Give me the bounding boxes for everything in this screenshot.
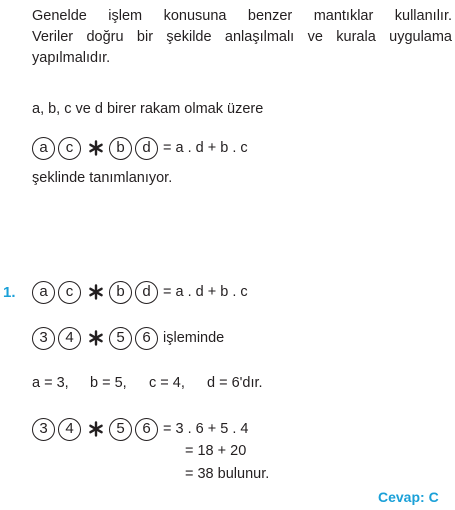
circled-number-3: 3 <box>32 327 55 350</box>
question-number <box>3 279 16 305</box>
circled-letter-b: b <box>109 137 132 160</box>
definition-rule <box>32 135 248 161</box>
solution-step-3: = 38 bulunur. <box>185 466 270 482</box>
question-number-label: 1. <box>3 283 16 301</box>
circled-letter-d: d <box>135 281 158 304</box>
circled-letter-c: c <box>58 281 81 304</box>
question-rule-rhs: = a . d + b . c <box>163 284 248 300</box>
assignment-d: d = 6'dır. <box>207 375 263 391</box>
intro-line-2: Veriler doğru bir şekilde anlaşılmalı ve kurala uygulama <box>32 29 452 45</box>
question-rule <box>32 279 248 305</box>
asterisk-operator-icon <box>86 281 106 304</box>
intro-line-1: Genelde işlem konusuna benzer mantıklar kullanılır. <box>32 8 452 24</box>
operation-label: işleminde <box>163 330 225 346</box>
circled-number-4: 4 <box>58 327 81 350</box>
circled-letter-a: a <box>32 137 55 160</box>
circled-number-5: 5 <box>109 327 132 350</box>
assignment-c: c = 4, <box>149 375 185 391</box>
circled-letter-d: d <box>135 137 158 160</box>
solution-step-2: = 18 + 20 <box>185 443 247 459</box>
circled-letter-c: c <box>58 137 81 160</box>
asterisk-operator-icon <box>86 418 106 441</box>
circled-letter-b: b <box>109 281 132 304</box>
circled-number-6: 6 <box>135 418 158 441</box>
definition-lead: a, b, c ve d birer rakam olmak üzere <box>32 101 264 117</box>
solution-expression <box>32 416 248 442</box>
intro-paragraph <box>32 6 452 69</box>
circled-letter-a: a <box>32 281 55 304</box>
circled-number-4: 4 <box>58 418 81 441</box>
answer-label: Cevap: C <box>378 489 439 505</box>
circled-number-6: 6 <box>135 327 158 350</box>
asterisk-operator-icon <box>86 137 106 160</box>
circled-number-3: 3 <box>32 418 55 441</box>
assignment-a: a = 3, <box>32 375 69 391</box>
solution-step-1: = 3 . 6 + 5 . 4 <box>163 421 249 437</box>
asterisk-operator-icon <box>86 327 106 350</box>
intro-line-3: yapılmalıdır. <box>32 50 111 66</box>
definition-rhs: = a . d + b . c <box>163 140 248 156</box>
question-operation <box>32 325 224 351</box>
definition-tail: şeklinde tanımlanıyor. <box>32 170 173 186</box>
assignment-b: b = 5, <box>90 375 127 391</box>
circled-number-5: 5 <box>109 418 132 441</box>
